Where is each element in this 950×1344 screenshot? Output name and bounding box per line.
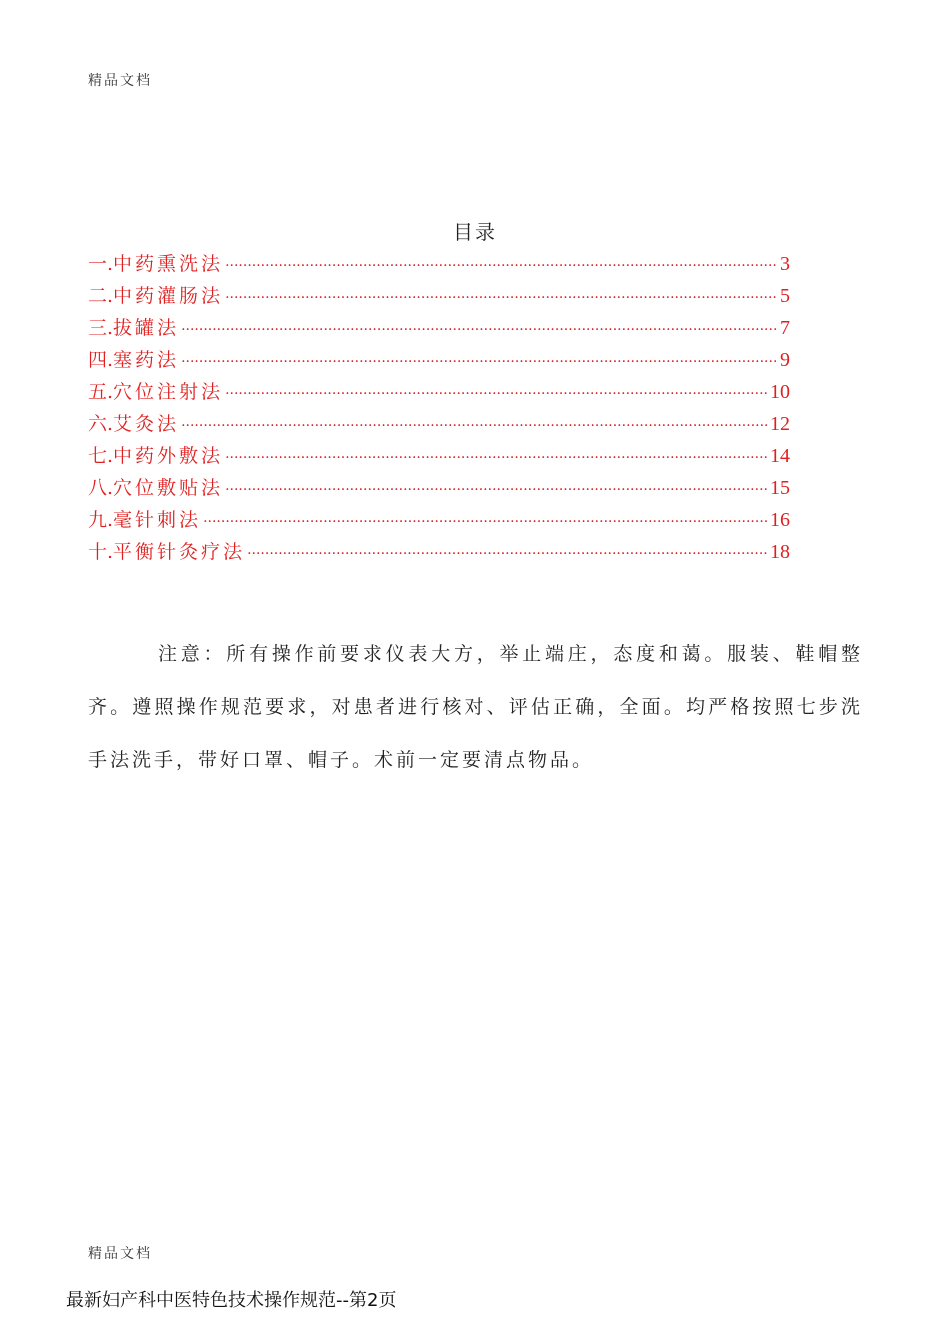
toc-entry-3[interactable] — [88, 312, 790, 344]
toc-entry-page: 7 — [780, 317, 790, 339]
dot-leader — [181, 346, 778, 378]
toc-entry-label: 拔罐法 — [113, 317, 180, 339]
dot-leader — [225, 250, 778, 282]
toc-entry-page: 9 — [780, 349, 790, 371]
toc-entry-page: 16 — [770, 509, 790, 531]
toc-entry-number: 四. — [88, 349, 114, 371]
dot-leader — [225, 378, 768, 410]
dot-leader — [225, 282, 778, 314]
toc-entry-number: 二. — [88, 285, 114, 307]
toc-entry-label: 塞药法 — [113, 349, 180, 371]
dot-leader — [225, 442, 768, 474]
toc-entry-page: 14 — [770, 445, 790, 467]
toc-entry-page: 15 — [770, 477, 790, 499]
toc-entry-page: 10 — [770, 381, 790, 403]
footer-page-title: 最新妇产科中医特色技术操作规范--第2页 — [66, 1290, 397, 1311]
toc-entry-page: 5 — [780, 285, 790, 307]
toc-entry-label: 中药熏洗法 — [113, 253, 224, 275]
toc-entry-number: 七. — [88, 445, 114, 467]
dot-leader — [247, 538, 768, 570]
toc-entry-7[interactable] — [88, 440, 790, 472]
toc-entry-9[interactable] — [88, 504, 790, 536]
toc-entry-number: 五. — [88, 381, 114, 403]
toc-entry-8[interactable] — [88, 472, 790, 504]
dot-leader — [225, 474, 768, 506]
toc-entry-label: 中药灌肠法 — [113, 285, 224, 307]
dot-leader — [181, 314, 778, 346]
toc-entry-number: 八. — [88, 477, 114, 499]
toc-entry-number: 三. — [88, 317, 114, 339]
dot-leader — [181, 410, 768, 442]
toc-entry-page: 18 — [770, 541, 790, 563]
toc-entry-1[interactable] — [88, 248, 790, 280]
toc-entry-label: 中药外敷法 — [113, 445, 224, 467]
toc-title: 目录 — [453, 220, 497, 244]
header-label: 精品文档 — [88, 73, 152, 89]
toc-entry-label: 穴位敷贴法 — [113, 477, 224, 499]
toc-entry-10[interactable] — [88, 536, 790, 568]
toc-entry-4[interactable] — [88, 344, 790, 376]
toc-entry-label: 穴位注射法 — [113, 381, 224, 403]
toc-entry-6[interactable] — [88, 408, 790, 440]
footer-label: 精品文档 — [88, 1246, 152, 1262]
toc-entry-2[interactable] — [88, 280, 790, 312]
toc-entry-number: 九. — [88, 509, 114, 531]
toc-entry-page: 3 — [780, 253, 790, 275]
toc-entry-label: 艾灸法 — [113, 413, 180, 435]
toc-entry-page: 12 — [770, 413, 790, 435]
toc-entry-number: 六. — [88, 413, 114, 435]
dot-leader — [203, 506, 768, 538]
table-of-contents — [88, 248, 790, 568]
toc-entry-label: 平衡针灸疗法 — [113, 541, 246, 563]
toc-entry-number: 一. — [88, 253, 114, 275]
note-paragraph: 注意：所有操作前要求仪表大方，举止端庄，态度和蔼。服装、鞋帽整齐。遵照操作规范要求，对患者进行核对、评估正确，全面。均严格按照七步洗手法洗手，带好口罩、帽子。术前一定要清点物品。 — [88, 643, 863, 771]
toc-entry-number: 十. — [88, 541, 114, 563]
toc-entry-label: 毫针刺法 — [113, 509, 202, 531]
toc-entry-5[interactable] — [88, 376, 790, 408]
